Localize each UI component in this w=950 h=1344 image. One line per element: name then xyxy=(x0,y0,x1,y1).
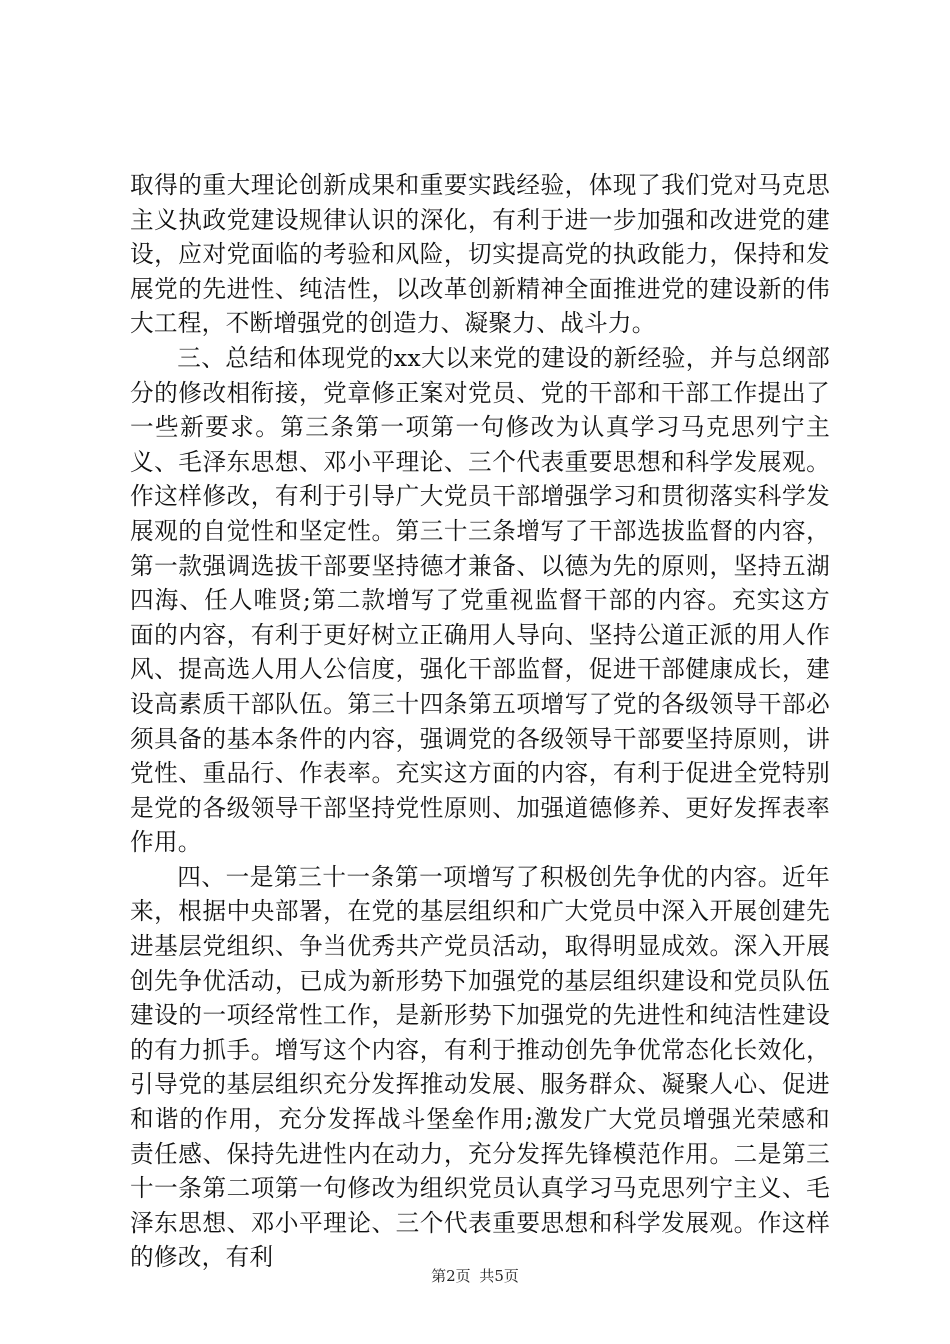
paragraph-1: 取得的重大理论创新成果和重要实践经验，体现了我们党对马克思主义执政党建设规律认识的深化，有利于进一步加强和改进党的建设，应对党面临的考验和风险，切实提高党的执政能力，保持和发展党的先进性、纯洁性，以改革创新精神全面推进党的建设新的伟大工程，不断增强党的创造力、凝聚力、战斗力。 xyxy=(130,171,830,338)
document-body xyxy=(130,168,830,1275)
page-footer xyxy=(0,1266,950,1286)
paragraph-3: 四、一是第三十一条第一项增写了积极创先争优的内容。近年来，根据中央部署，在党的基层组织和广大党员中深入开展创建先进基层党组织、争当优秀共产党员活动，取得明显成效。深入开展创先争优活动，已成为新形势下加强党的基层组织建设和党员队伍建设的一项经常性工作，是新形势下加强党的先进性和纯洁性建设的有力抓手。增写这个内容，有利于推动创先争优常态化长效化，引导党的基层组织充分发挥推动发展、服务群众、凝聚人心、促进和谐的作用，充分发挥战斗堡垒作用;激发广大党员增强光荣感和责任感、保持先进性内在动力，充分发挥先锋模范作用。二是第三十一条第二项第一句修改为组织党员认真学习马克思列宁主义、毛泽东思想、邓小平理论、三个代表重要思想和科学发展观。作这样的修改，有利 xyxy=(130,862,830,1272)
paragraph-2: 三、总结和体现党的xx大以来党的建设的新经验，并与总纲部分的修改相衔接，党章修正案对党员、党的干部和干部工作提出了一些新要求。第三条第一项第一句修改为认真学习马克思列宁主义、毛泽东思想、邓小平理论、三个代表重要思想和科学发展观。作这样修改，有利于引导广大党员干部增强学习和贯彻落实科学发展观的自觉性和坚定性。第三十三条增写了干部选拔监督的内容，第一款强调选拔干部要坚持德才兼备、以德为先的原则，坚持五湖四海、任人唯贤;第二款增写了党重视监督干部的内容。充实这方面的内容，有利于更好树立正确用人导向、坚持公道正派的用人作风、提高选人用人公信度，强化干部监督，促进干部健康成长，建设高素质干部队伍。第三十四条第五项增写了党的各级领导干部必须具备的基本条件的内容，强调党的各级领导干部要坚持原则，讲党性、重品行、作表率。充实这方面的内容，有利于促进全党特别是党的各级领导干部坚持党性原则、加强道德修养、更好发挥表率作用。 xyxy=(130,343,830,857)
page-number: 第2页 xyxy=(431,1267,471,1285)
page-total: 共5页 xyxy=(479,1267,519,1285)
